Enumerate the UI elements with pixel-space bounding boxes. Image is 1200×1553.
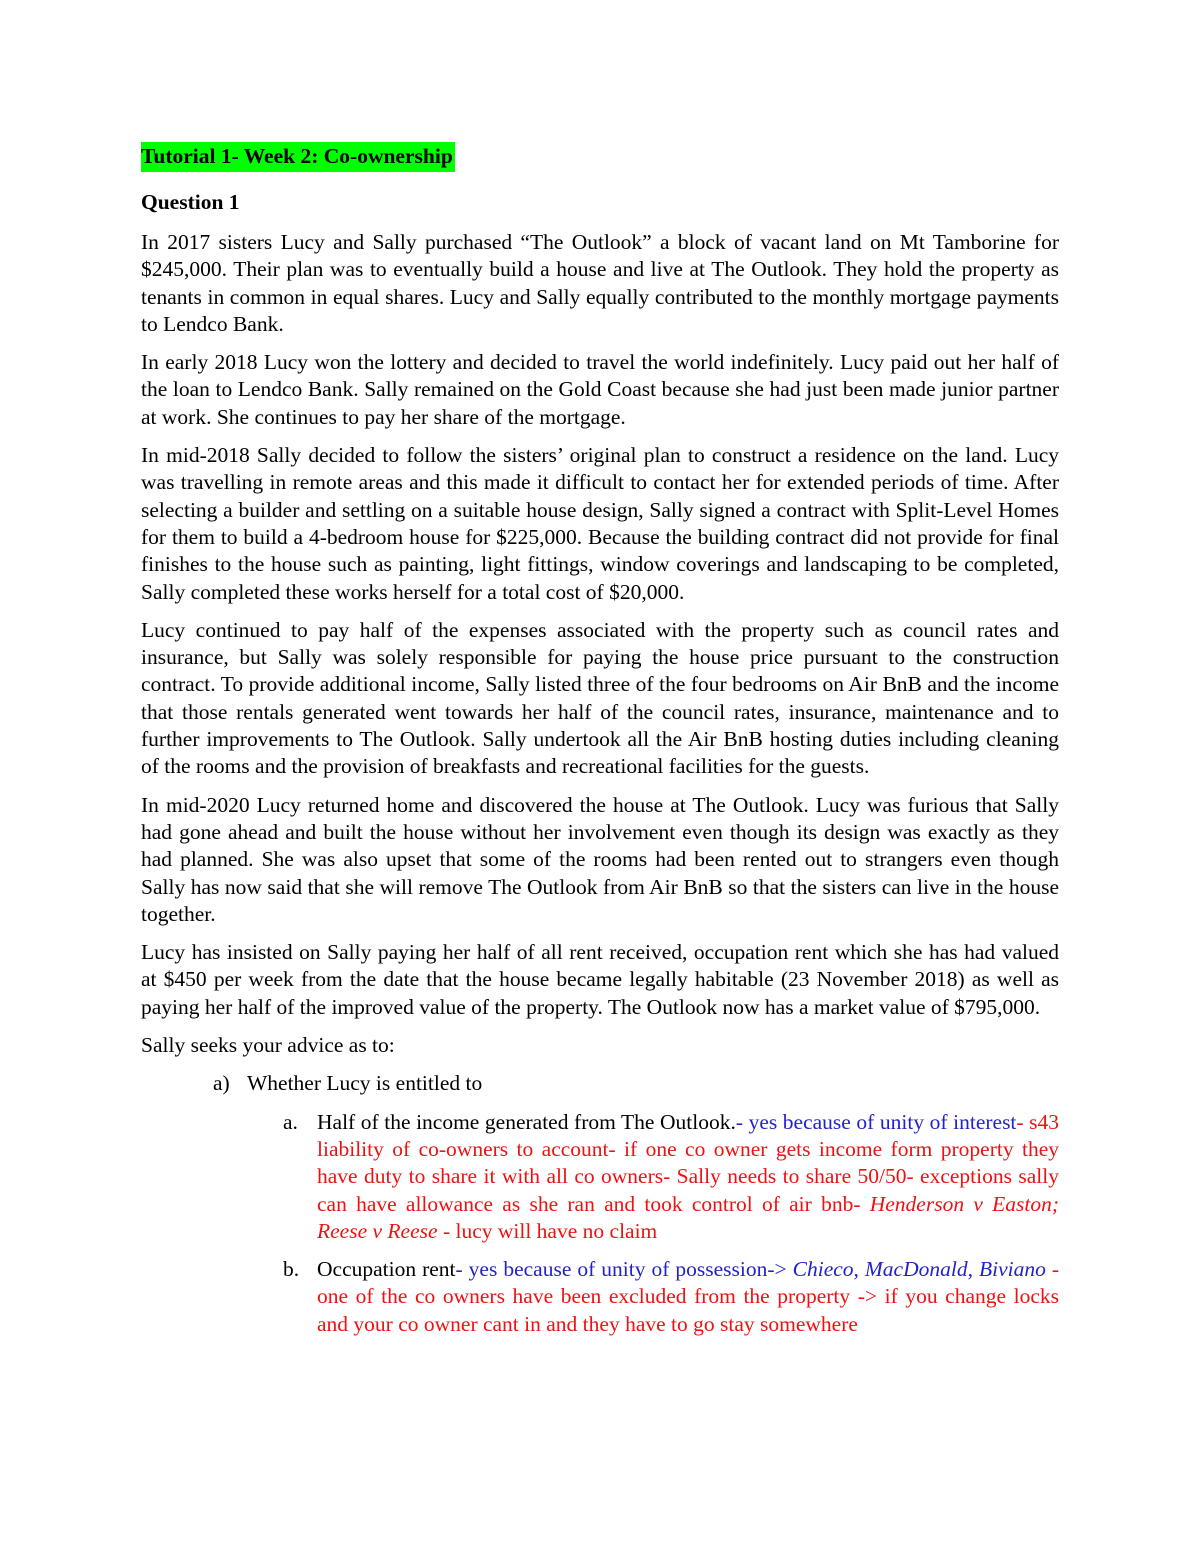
sub-item-marker: a. bbox=[283, 1109, 298, 1134]
question-heading: Question 1 bbox=[141, 190, 240, 214]
sub-item-marker: b. bbox=[283, 1257, 300, 1282]
sub-item-content bbox=[317, 1109, 1059, 1245]
list-marker: a) bbox=[213, 1071, 230, 1096]
sub-item-question: Half of the income generated from The Outlook. bbox=[317, 1109, 736, 1134]
annotation-red-end: - lucy will have no claim bbox=[437, 1218, 658, 1243]
paragraph-4: Lucy continued to pay half of the expenses associated with the property such as council rates and insurance, but Sally was solely responsible for paying the house price pursuant to the construction contract. To provide additional income, Sally listed three of the four bedrooms on Air BnB and the income that those rentals generated went towards her half of the council rates, insurance, maintenance and to further improvements to The Outlook. Sally undertook all the Air BnB hosting duties including cleaning of the rooms and the provision of breakfasts and recreational facilities for the guests. bbox=[141, 617, 1059, 779]
annotation-red: - one of the co owners have been excluded from the property -> if you change locks and your co owner cant in and they have to go stay somewhere bbox=[317, 1257, 1059, 1336]
title-line bbox=[141, 138, 1059, 177]
paragraph-6: Lucy has insisted on Sally paying her half of all rent received, occupation rent which she has had valued at $450 per week from the date that the house became legally habitable (23 November 2018) as well as paying her half of the improved value of the property. The Outlook now has a market value of $795,000. bbox=[141, 940, 1059, 1019]
case-citation: Chieco, MacDonald, Biviano bbox=[792, 1257, 1046, 1282]
annotation-blue: - yes because of unity of possession-> bbox=[455, 1257, 793, 1282]
case-citation: Henderson v Easton; Reese v Reese bbox=[317, 1191, 1060, 1243]
sub-item-a bbox=[141, 1109, 1059, 1245]
paragraph-2: In early 2018 Lucy won the lottery and decided to travel the world indefinitely. Lucy paid out her half of the loan to Lendco Bank. Sally remained on the Gold Coast because she had just been made junior partner at work. She continues to pay her share of the mortgage. bbox=[141, 350, 1059, 429]
sub-item-question: Occupation rent bbox=[317, 1257, 456, 1282]
annotation-red: - s43 liability of co-owners to account- if one co owner gets income form property they have duty to share it with all co owners- Sally needs to share 50/50- exceptions sally can have allowance as she ran and took control of air bnb- bbox=[317, 1109, 1059, 1216]
list-item-a bbox=[141, 1070, 1059, 1097]
annotation-blue: - yes because of unity of interest bbox=[735, 1109, 1017, 1134]
sub-item-b bbox=[141, 1256, 1059, 1338]
document-title: Tutorial 1- Week 2: Co-ownership bbox=[141, 142, 455, 172]
list-item-text: Whether Lucy is entitled to bbox=[247, 1071, 483, 1096]
paragraph-3: In mid-2018 Sally decided to follow the sisters’ original plan to construct a residence on the land. Lucy was travelling in remote areas and this made it difficult to contact her for extended periods of time. After selecting a builder and settling on a suitable house design, Sally signed a contract with Split-Level Homes for them to build a 4-bedroom house for $225,000. Because the building contract did not provide for final finishes to the house such as painting, light fittings, window coverings and landscaping to be completed, Sally completed these works herself for a total cost of $20,000. bbox=[141, 443, 1059, 604]
sub-item-content bbox=[317, 1256, 1059, 1338]
paragraph-7: Sally seeks your advice as to: bbox=[141, 1033, 395, 1058]
paragraph-5: In mid-2020 Lucy returned home and discovered the house at The Outlook. Lucy was furious that Sally had gone ahead and built the house without her involvement even though its design was exactly as they had planned. She was also upset that some of the rooms had been rented out to strangers even though Sally has now said that she will remove The Outlook from Air BnB so that the sisters can live in the house together. bbox=[141, 792, 1059, 926]
paragraph-1: In 2017 sisters Lucy and Sally purchased “The Outlook” a block of vacant land on Mt Tamborine for $245,000. Their plan was to eventually build a house and live at The Outlook. They hold the property as tenants in common in equal shares. Lucy and Sally equally contributed to the monthly mortgage payments to Lendco Bank. bbox=[141, 230, 1059, 336]
